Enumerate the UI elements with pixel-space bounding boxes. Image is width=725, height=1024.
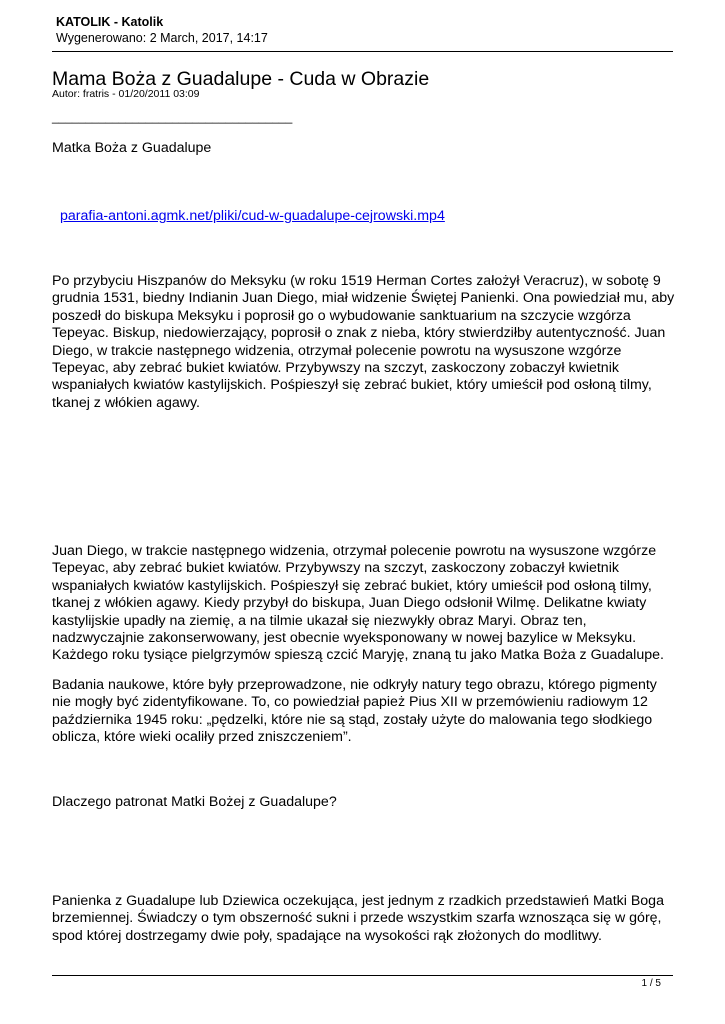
paragraph-3-text: Badania naukowe, które były przeprowadzone, nie odkryły natury tego obrazu, którego pigmenty nie mogły być zidentyfikowane. To, co powiedział papież Pius XII w przemówieniu radiowym 12 października 1945 roku: „pędzelki, które nie są stąd, zostały użyte do malowania tego słodkiego oblicza, które wieki ocaliły przed zniszczeniem”. — [52, 677, 657, 746]
site-title: KATOLIK - Katolik — [56, 15, 164, 29]
article-subtitle — [52, 140, 677, 157]
paragraph-2 — [52, 543, 677, 665]
generated-timestamp: Wygenerowano: 2 March, 2017, 14:17 — [56, 31, 268, 45]
article-title: Mama Boża z Guadalupe - Cuda w Obrazie — [52, 68, 430, 90]
page-number: 1 / 5 — [641, 978, 661, 989]
paragraph-1-text: Po przybyciu Hiszpanów do Meksyku (w roku 1519 Herman Cortes założył Veracruz), w sobotę 9 grudnia 1531, biedny Indianin Juan Diego, miał widzenie Świętej Panienki. Ona powiedział mu, aby poszedł do biskupa Meksyku i poprosił go o wybudowanie sanktuarium na szczycie wzgórza Tepeyac. Biskup, niedowierzający, poprosił o znak z nieba, który stwierdziłby autentyczność. Juan Diego, w trakcie następnego widzenia, otrzymał polecenie powrotu na wysuszone wzgórze Tepeyac, aby zebrać bukiet kwiatów. Przybywszy na szczyt, zaskoczony zobaczył kwietnik wspaniałych kwiatów kastylijskich. Pośpieszył się zebrać bukiet, który umieścił pod osłoną tilmy, tkanej z włókien agawy. — [52, 273, 675, 411]
video-link[interactable]: parafia-antoni.agmk.net/pliki/cud-w-guadalupe-cejrowski.mp4 — [60, 208, 445, 224]
footer-divider — [52, 975, 673, 976]
paragraph-3 — [52, 677, 677, 747]
subtitle-text: Matka Boża z Guadalupe — [52, 140, 212, 156]
paragraph-1 — [52, 273, 677, 412]
paragraph-4 — [52, 893, 677, 945]
paragraph-2-text: Juan Diego, w trakcie następnego widzenia, otrzymał polecenie powrotu na wysuszone wzgórze Tepeyac, aby zebrać bukiet kwiatów. Przybywszy na szczyt, zaskoczony zobaczył kwietnik wspaniałych kwiatów kastylijskich. Pośpieszył się zebrać bukiet, który umieścił pod osłoną tilmy, tkanej z włókien agawy. Kiedy przybył do biskupa, Juan Diego odsłonił Wilmę. Delikatne kwiaty kastylijskie upadły na ziemię, a na tilmie ukazał się niezwykły obraz Maryi. Obraz ten, nadzwyczajnie zakonserwowany, jest obecnie wyeksponowany w nowej bazylice w Meksyku. Każdego roku tysiące pielgrzymów spieszą czcić Maryję, znaną tu jako Matka Boża z Guadalupe. — [52, 543, 664, 664]
article-author-date: Autor: fratris - 01/20/2011 03:09 — [52, 88, 200, 100]
header-divider — [52, 51, 673, 52]
document-header — [56, 14, 268, 46]
meta-underline: ____________________________________ — [52, 110, 293, 124]
section-question — [52, 794, 677, 811]
question-text: Dlaczego patronat Matki Bożej z Guadalupe? — [52, 794, 337, 810]
paragraph-4-text: Panienka z Guadalupe lub Dziewica oczekująca, jest jednym z rzadkich przedstawień Matki Boga brzemiennej. Świadczy o tym obszerność sukni i przede wszystkim szarfa wznosząca się w górę, spod której dostrzegamy dwie poły, spadające na wysokości rąk złożonych do modlitwy. — [52, 893, 664, 944]
